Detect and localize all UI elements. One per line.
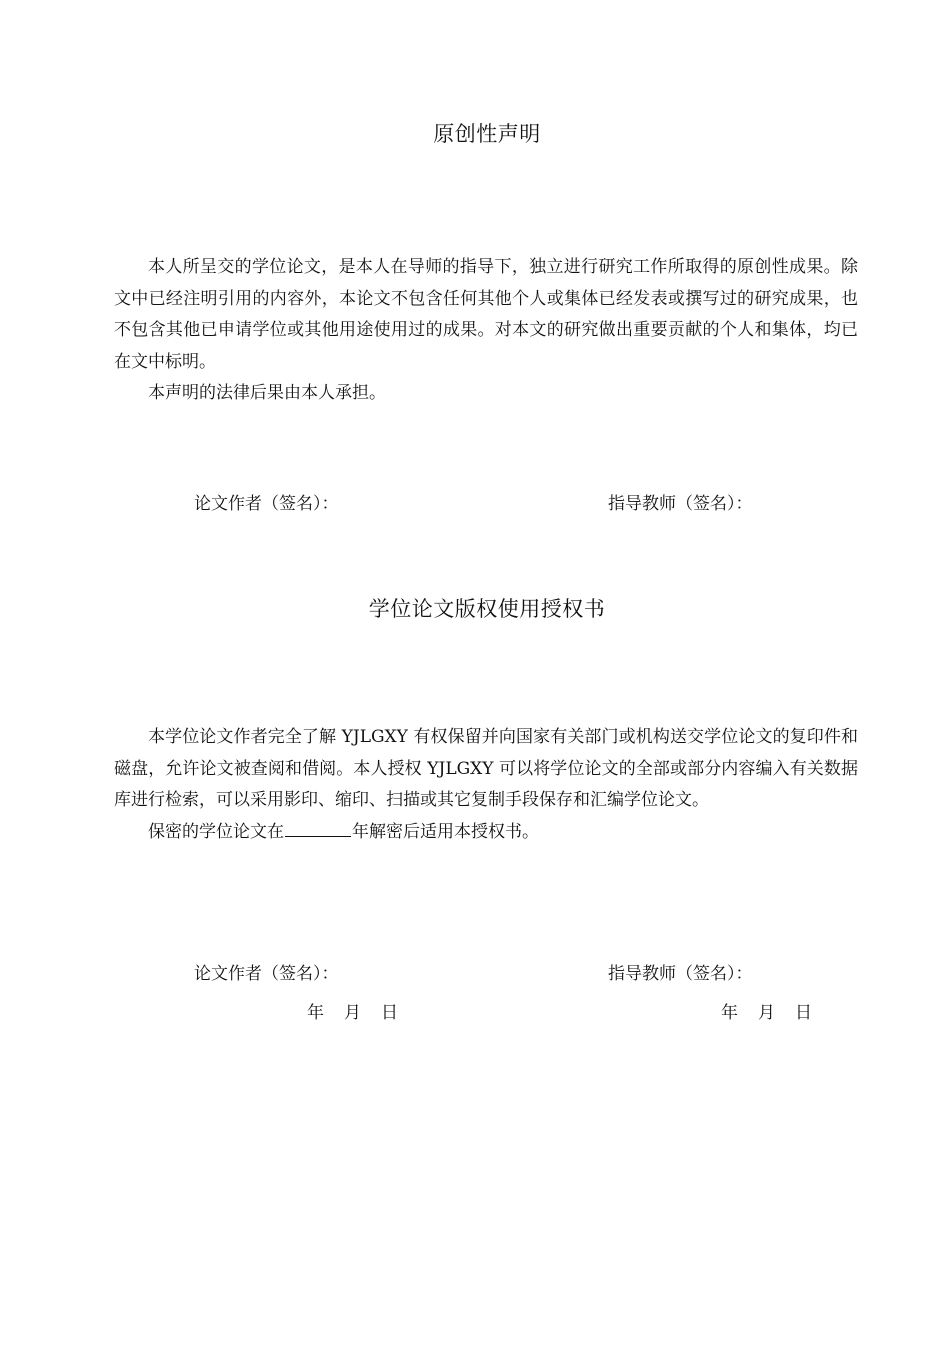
month-label: 月 <box>344 1003 361 1023</box>
authorization-body <box>114 722 858 848</box>
declaration-title: 原创性声明 <box>433 122 541 146</box>
declaration-body <box>114 252 858 410</box>
confidential-suffix: 年解密后适用本授权书。 <box>352 821 539 842</box>
year-blank-line <box>285 835 351 837</box>
year-label: 年 <box>307 1003 324 1023</box>
authorization-paragraph <box>114 817 858 849</box>
day-label: 日 <box>381 1003 398 1023</box>
declaration-paragraph: 本声明的法律后果由本人承担。 <box>148 383 386 403</box>
day-label: 日 <box>795 1003 812 1023</box>
declaration-author-signature-label: 论文作者（签名）： <box>194 494 339 514</box>
author-date-line <box>307 998 398 1023</box>
month-label: 月 <box>758 1003 775 1023</box>
authorization-advisor-signature-label: 指导教师（签名）： <box>608 964 753 984</box>
year-label: 年 <box>721 1003 738 1023</box>
confidential-prefix: 保密的学位论文在 <box>148 821 284 842</box>
declaration-advisor-signature-label: 指导教师（签名）： <box>608 494 753 514</box>
declaration-paragraph: 本人所呈交的学位论文，是本人在导师的指导下，独立进行研究工作所取得的原创性成果。除文中已经注明引用的内容外，本论文不包含任何其他个人或集体已经发表或撰写过的研究成果，也不包含其他已申请学位或其他用途使用过的成果。对本文的研究做出重要贡献的个人和集体，均已在文中标明。 <box>114 257 858 372</box>
authorization-title: 学位论文版权使用授权书 <box>368 597 606 621</box>
authorization-paragraph: 本学位论文作者完全了解 YJLGXY 有权保留并向国家有关部门或机构送交学位论文的复印件和磁盘，允许论文被查阅和借阅。本人授权 YJLGXY 可以将学位论文的全部或部分内容编入有关数据库进行检索，可以采用影印、缩印、扫描或其它复制手段保存和汇编学位论文。 <box>114 727 858 810</box>
advisor-date-line <box>721 998 812 1023</box>
authorization-author-signature-label: 论文作者（签名）： <box>194 964 339 984</box>
